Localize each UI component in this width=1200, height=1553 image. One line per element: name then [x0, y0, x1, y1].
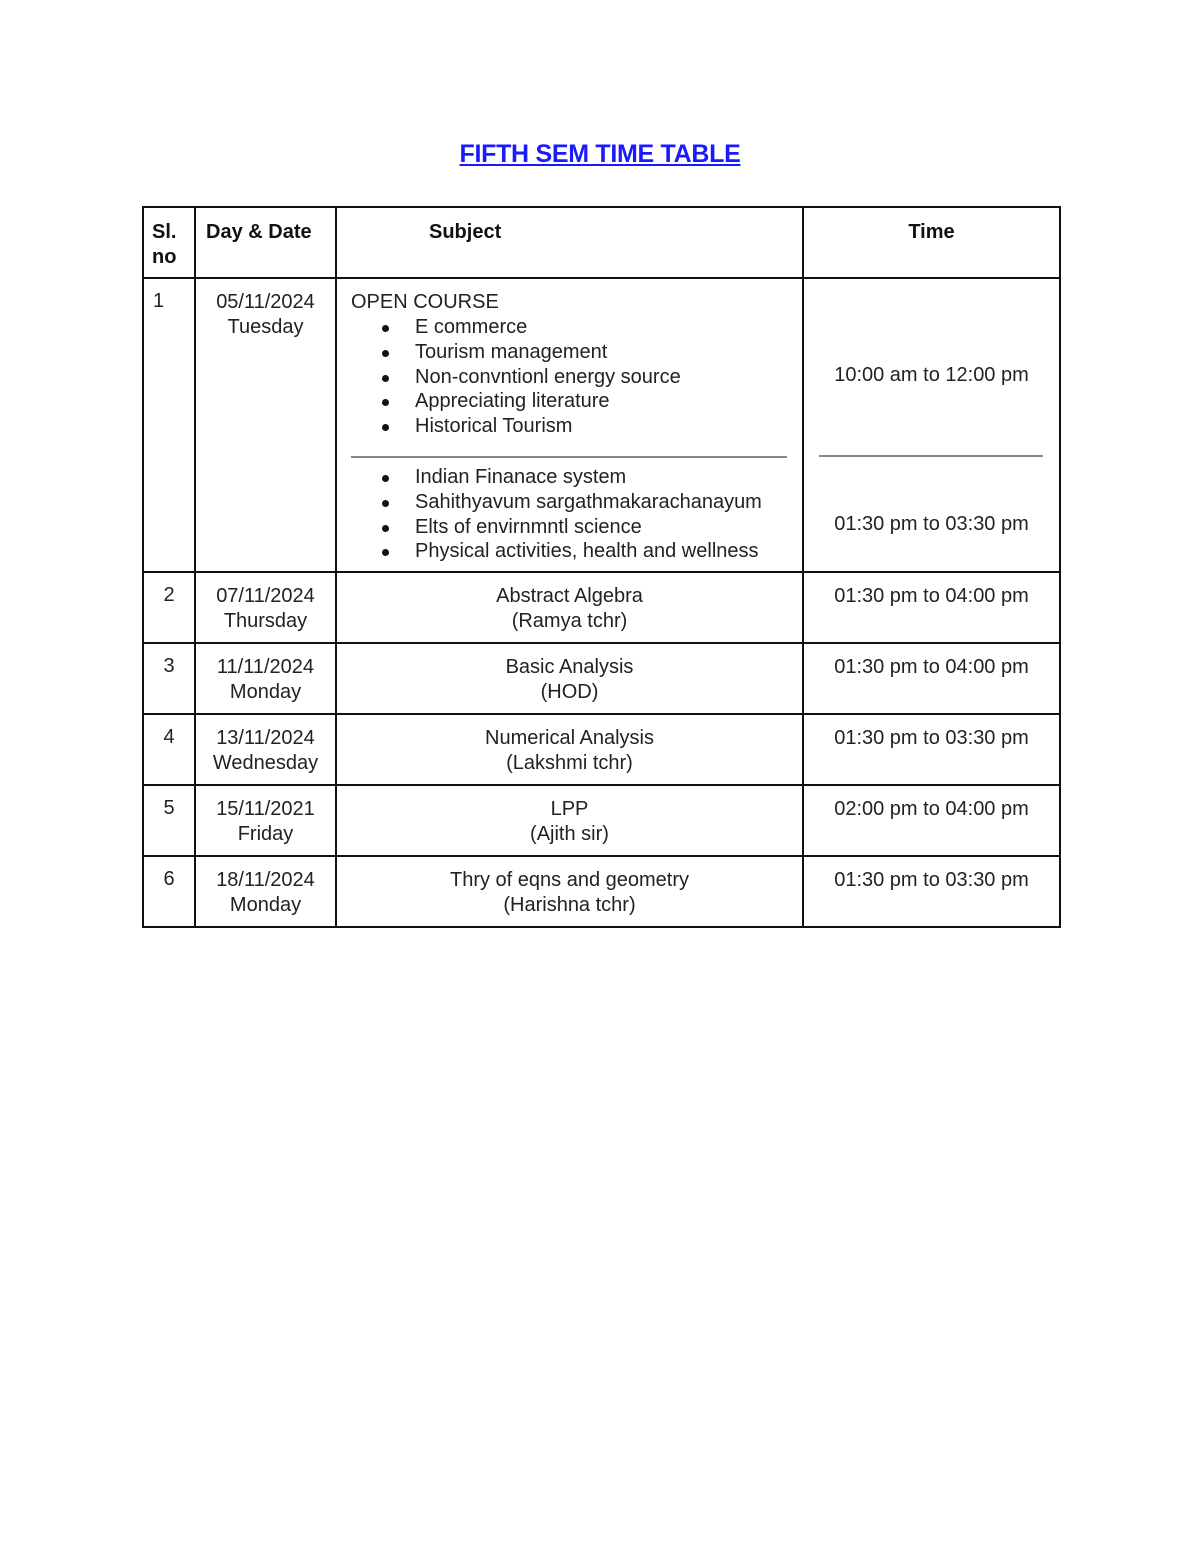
row-subject — [336, 856, 803, 927]
table-row — [143, 643, 1060, 714]
row-sl-no: 5 — [143, 785, 195, 856]
row-date: 05/11/2024 — [216, 291, 315, 313]
row-day: Monday — [229, 894, 302, 916]
row-day-date — [195, 572, 336, 643]
table-row — [143, 278, 1060, 572]
row-day-date — [195, 643, 336, 714]
row-day: Wednesday — [212, 752, 319, 774]
teacher-name: (Ajith sir) — [530, 823, 609, 845]
open-course-item: Indian Finanace system — [351, 465, 802, 490]
row-sl-no: 6 — [143, 856, 195, 927]
open-course-list-b — [351, 465, 802, 564]
header-row — [143, 207, 1060, 278]
teacher-name: (Lakshmi tchr) — [506, 752, 633, 774]
row-sl-no: 4 — [143, 714, 195, 785]
header-sl-no: Sl. no — [143, 207, 195, 278]
row-time: 02:00 pm to 04:00 pm — [803, 785, 1060, 856]
header-time: Time — [803, 207, 1060, 278]
timetable — [142, 206, 1061, 928]
header-day-date: Day & Date — [195, 207, 336, 278]
open-course-item: E commerce — [351, 315, 802, 340]
open-course-item: Elts of envirnmntl science — [351, 515, 802, 540]
teacher-name: (Harishna tchr) — [503, 894, 636, 916]
row-subject-open-course — [336, 278, 803, 572]
row-day: Monday — [229, 681, 302, 703]
row-sl-no: 1 — [143, 278, 195, 572]
row-subject — [336, 643, 803, 714]
header-subject: Subject — [336, 207, 803, 278]
row-time: 01:30 pm to 03:30 pm — [803, 714, 1060, 785]
row-date: 13/11/2024 — [216, 727, 315, 749]
table-row — [143, 572, 1060, 643]
open-course-item: Sahithyavum sargathmakarachanayum — [351, 490, 802, 515]
row-date: 07/11/2024 — [216, 585, 315, 607]
open-course-list-a — [351, 315, 802, 439]
row-time: 01:30 pm to 04:00 pm — [803, 643, 1060, 714]
row-sl-no: 3 — [143, 643, 195, 714]
subject-name: Thry of eqns and geometry — [449, 869, 689, 891]
open-course-item: Non-convntionl energy source — [351, 365, 802, 390]
table-row — [143, 785, 1060, 856]
table-row — [143, 856, 1060, 927]
time-slot-a: 10:00 am to 12:00 pm — [834, 364, 1029, 386]
row-day-date — [195, 278, 336, 572]
row-time: 01:30 pm to 03:30 pm — [803, 856, 1060, 927]
row-subject — [336, 572, 803, 643]
subject-name: Numerical Analysis — [485, 727, 654, 749]
row-date: 11/11/2024 — [216, 656, 315, 678]
row-day-date — [195, 856, 336, 927]
open-course-item: Appreciating literature — [351, 389, 802, 414]
teacher-name: (HOD) — [540, 681, 599, 703]
row-sl-no: 2 — [143, 572, 195, 643]
teacher-name: (Ramya tchr) — [511, 610, 628, 632]
subject-name: LPP — [550, 798, 589, 820]
row-date: 15/11/2021 — [216, 798, 315, 820]
open-course-item: Tourism management — [351, 340, 802, 365]
subject-divider — [351, 456, 787, 458]
time-slot-b: 01:30 pm to 03:30 pm — [834, 513, 1029, 535]
open-course-label: OPEN COURSE — [351, 291, 499, 313]
row-day-date — [195, 714, 336, 785]
row-date: 18/11/2024 — [216, 869, 315, 891]
row-day: Tuesday — [227, 316, 304, 338]
subject-name: Abstract Algebra — [496, 585, 643, 607]
row-day: Thursday — [223, 610, 308, 632]
open-course-item: Physical activities, health and wellness — [351, 539, 802, 564]
subject-name: Basic Analysis — [505, 656, 634, 678]
open-course-item: Historical Tourism — [351, 414, 802, 439]
page-title: FIFTH SEM TIME TABLE — [459, 140, 741, 168]
row-day-date — [195, 785, 336, 856]
row-time — [803, 278, 1060, 572]
row-subject — [336, 785, 803, 856]
row-subject — [336, 714, 803, 785]
table-row — [143, 714, 1060, 785]
time-divider — [819, 455, 1043, 457]
row-day: Friday — [237, 823, 294, 845]
row-time: 01:30 pm to 04:00 pm — [803, 572, 1060, 643]
